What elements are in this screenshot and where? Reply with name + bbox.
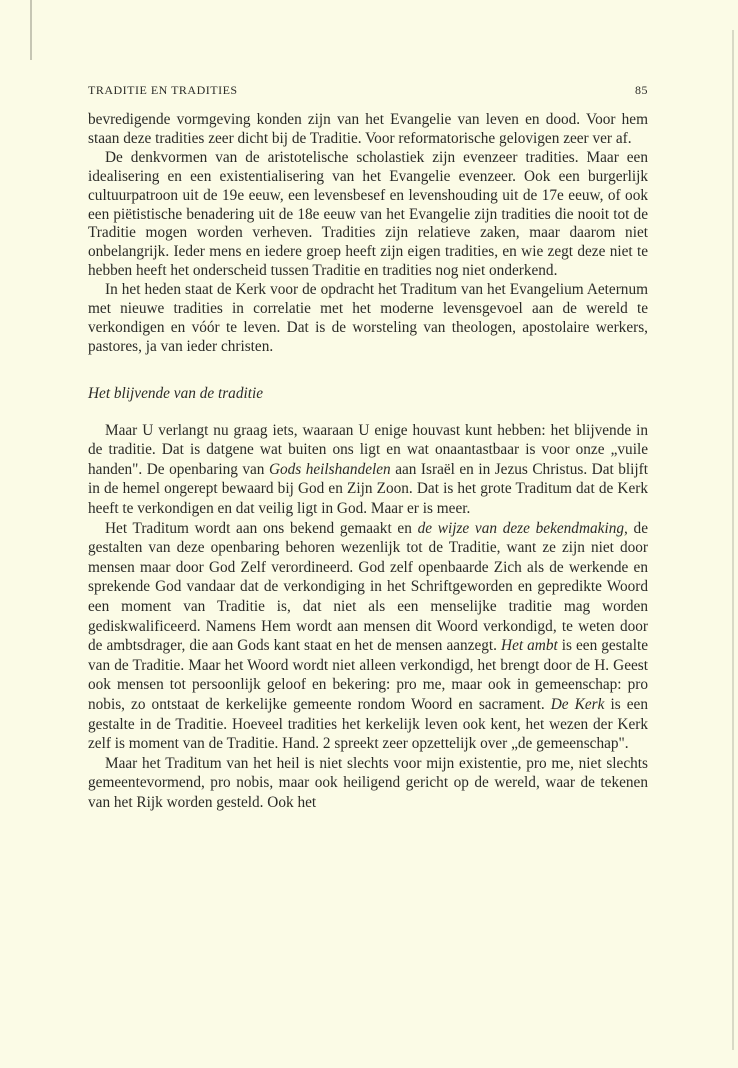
page-number: 85	[635, 83, 648, 97]
italic-phrase: Gods heilshandelen	[268, 460, 391, 478]
page-edge-mark	[30, 0, 32, 60]
section-body	[88, 421, 648, 813]
text-run: is een gestalte in de Traditie. Hoeveel tradities het kerkelijk leven ook kent, het wezen der Kerk zelf is moment van de Traditie. Hand. 2 spreekt zeer opzettelijk over „de gemeenschap".	[88, 696, 648, 753]
body-text	[88, 111, 648, 813]
text-run: de gestalten van deze openbaring behoren wezenlijk tot de Traditie, want ze zijn niet door mensen maar door God Zelf verordineerd. God zelf openbaarde Zich als de werkende en sprekende God vandaar dat de verkondiging in het Schriftgeworden en gepredikte Woord een moment van Traditie is, dat niet als een menselijke traditie mag worden gediskwalificeerd. Namens Hem wordt aan mensen dit Woord verkondigd, te weten door de ambtsdrager, die aan Gods kant staat en het de mensen aanzegt.	[88, 519, 648, 655]
text-run: is een gestalte van de Traditie. Maar het Woord wordt niet alleen verkondigd, het brengt door de H. Geest ook mensen tot persoonlijk geloof en bekering: pro me, maar ook in gemeenschap: pro nobis, zo ontstaat de kerkelijke gemeente rondom Woord en sacrament.	[88, 637, 648, 713]
italic-phrase: De Kerk	[550, 696, 605, 713]
paragraph: Maar het Traditum van het heil is niet slechts voor mijn existentie, pro me, niet slechts gemeentevormend, pro nobis, maar ook heiligend gericht op de wereld, waar de tekenen van het Rijk worden gesteld. Ook het	[88, 754, 648, 811]
paragraph: bevredigende vormgeving konden zijn van het Evangelie van leven en dood. Voor hem staan deze tradities zeer dicht bij de Traditie. Voor reformatorische gelovigen zeer ver af.	[88, 111, 648, 147]
text-run: Het Traditum wordt aan ons bekend gemaakt en	[105, 519, 418, 537]
page-header	[88, 83, 648, 99]
paragraph	[88, 421, 648, 519]
running-title: TRADITIE EN TRADITIES	[88, 83, 238, 97]
page-edge-mark-right	[732, 30, 734, 1050]
text-run: Maar U verlangt nu graag iets, waaraan U enige houvast kunt hebben: het blijvende in de traditie. Dat is datgene wat buiten ons ligt en wat onaantastbaar is voor onze „vuile handen". De openbaring van	[88, 421, 648, 478]
italic-phrase: de wijze van deze bekendmaking,	[417, 519, 628, 537]
paragraph: In het heden staat de Kerk voor de opdracht het Traditum van het Evangelium Aeternum met nieuwe tradities in correlatie met het moderne levensgevoel aan de wereld te verkondigen en vóór te leven. Dat is de worsteling van theologen, apostolaire werkers, pastores, ja van ieder christen.	[88, 281, 648, 355]
paragraph: De denkvormen van de aristotelische scholastiek zijn evenzeer tradities. Maar een idealisering en een existentialisering van het Evangelie evenzeer. Ook een burgerlijk cultuurpatroon uit de 19e eeuw, een levensbesef en levenshouding uit de 17e eeuw, of ook een piëtistische benadering uit de 18e eeuw van het Evangelie zijn tradities die nooit tot de Traditie mogen worden verheven. Tradities zijn relatieve zaken, maar daarom niet onbelangrijk. Ieder mens en iedere groep heeft zijn eigen tradities, en wie zegt deze niet te hebben heeft het onderscheid tussen Traditie en tradities nog niet onderkend.	[88, 148, 648, 280]
section-heading: Het blijvende van de traditie	[88, 384, 264, 402]
text-run: aan Israël en in Jezus Christus. Dat blijft in de hemel ongerept bewaard bij God en Zijn Zoon. Dat is het grote Traditum dat de Kerk heeft te verkondigen en dat veilig ligt in God. Maar er is meer.	[88, 460, 648, 518]
italic-phrase: Het ambt	[501, 637, 558, 655]
paragraph	[88, 519, 648, 754]
